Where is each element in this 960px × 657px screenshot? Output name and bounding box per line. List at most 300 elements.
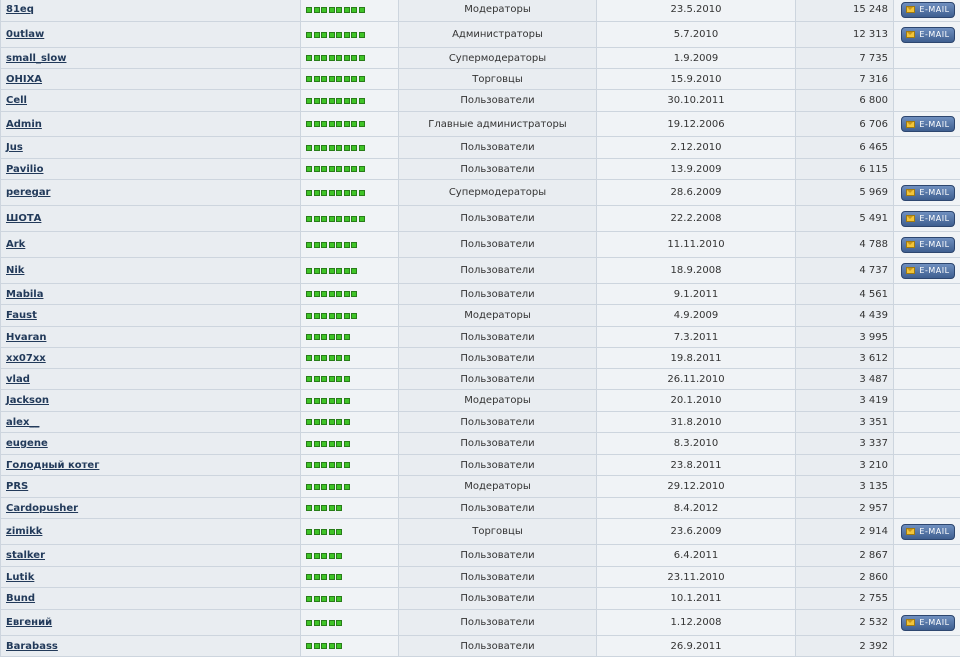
member-joined-date: 30.10.2011 (597, 90, 796, 112)
member-post-count: 2 957 (796, 498, 894, 519)
rank-pip-icon (321, 462, 327, 468)
member-email-cell (894, 455, 960, 476)
rank-pip-icon (344, 398, 350, 404)
rank-pips (306, 166, 393, 172)
rank-pip-icon (336, 574, 342, 580)
rank-pip-icon (314, 574, 320, 580)
member-name-link[interactable]: Jackson (6, 395, 49, 406)
member-name-cell (1, 258, 301, 284)
member-email-cell (894, 90, 960, 112)
member-name-cell (1, 369, 301, 390)
rank-pip-icon (321, 313, 327, 319)
member-rank-cell (301, 348, 399, 369)
rank-pip-icon (321, 334, 327, 340)
member-joined-date: 23.6.2009 (597, 519, 796, 545)
member-email-cell (894, 610, 960, 636)
member-row (1, 0, 960, 22)
email-button[interactable] (901, 211, 954, 227)
rank-pip-icon (321, 268, 327, 274)
member-email-cell (894, 159, 960, 180)
envelope-icon (906, 31, 915, 38)
rank-pip-icon (359, 166, 365, 172)
member-row (1, 305, 960, 327)
rank-pip-icon (306, 529, 312, 535)
member-name-link[interactable]: Cardopusher (6, 503, 78, 514)
rank-pip-icon (336, 313, 342, 319)
member-group: Пользователи (399, 90, 597, 112)
rank-pip-icon (359, 7, 365, 13)
rank-pip-icon (336, 355, 342, 361)
rank-pip-icon (314, 643, 320, 649)
rank-pip-icon (321, 242, 327, 248)
member-name-cell (1, 327, 301, 348)
rank-pip-icon (329, 376, 335, 382)
member-name-link[interactable]: Mabila (6, 289, 43, 300)
member-post-count: 2 755 (796, 588, 894, 610)
member-joined-date: 1.9.2009 (597, 48, 796, 69)
member-name-link[interactable]: Голодный котег (6, 460, 99, 471)
rank-pip-icon (329, 76, 335, 82)
member-joined-date: 23.11.2010 (597, 567, 796, 588)
member-row (1, 206, 960, 232)
member-post-count: 12 313 (796, 22, 894, 48)
member-name-link[interactable]: Ark (6, 239, 25, 250)
rank-pip-icon (344, 355, 350, 361)
member-email-cell (894, 48, 960, 69)
member-group: Пользователи (399, 327, 597, 348)
rank-pip-icon (321, 32, 327, 38)
rank-pip-icon (306, 98, 312, 104)
member-post-count: 2 532 (796, 610, 894, 636)
envelope-icon (906, 215, 915, 222)
member-joined-date: 22.2.2008 (597, 206, 796, 232)
member-name-cell (1, 567, 301, 588)
rank-pip-icon (336, 398, 342, 404)
rank-pip-icon (314, 529, 320, 535)
email-button[interactable] (901, 185, 954, 201)
member-name-cell (1, 498, 301, 519)
email-button[interactable] (901, 263, 954, 279)
member-post-count: 7 735 (796, 48, 894, 69)
rank-pip-icon (351, 242, 357, 248)
rank-pip-icon (329, 32, 335, 38)
rank-pips (306, 216, 393, 222)
rank-pip-icon (306, 145, 312, 151)
member-name-cell (1, 305, 301, 327)
rank-pip-icon (336, 334, 342, 340)
email-button-label: E-MAIL (919, 266, 949, 275)
rank-pip-icon (329, 7, 335, 13)
member-name-link[interactable]: eugene (6, 438, 48, 449)
rank-pip-icon (336, 268, 342, 274)
rank-pip-icon (314, 334, 320, 340)
email-button[interactable] (901, 615, 954, 631)
member-name-cell (1, 476, 301, 498)
member-row (1, 498, 960, 519)
member-name-link[interactable]: Jus (6, 142, 23, 153)
member-rank-cell (301, 588, 399, 610)
rank-pip-icon (321, 441, 327, 447)
member-email-cell (894, 369, 960, 390)
rank-pip-icon (351, 98, 357, 104)
member-name-link[interactable]: Lutik (6, 572, 34, 583)
member-group: Торговцы (399, 519, 597, 545)
rank-pip-icon (321, 419, 327, 425)
member-row (1, 390, 960, 412)
member-rank-cell (301, 112, 399, 137)
rank-pip-icon (306, 32, 312, 38)
member-name-link[interactable]: 0utlaw (6, 29, 44, 40)
member-row (1, 610, 960, 636)
rank-pip-icon (314, 398, 320, 404)
rank-pip-icon (344, 484, 350, 490)
rank-pip-icon (336, 242, 342, 248)
rank-pips (306, 462, 393, 468)
rank-pip-icon (306, 419, 312, 425)
member-email-cell (894, 545, 960, 567)
rank-pips (306, 190, 393, 196)
member-name-link[interactable]: Cell (6, 95, 27, 106)
rank-pip-icon (336, 484, 342, 490)
member-row (1, 412, 960, 433)
rank-pip-icon (329, 55, 335, 61)
member-group: Пользователи (399, 588, 597, 610)
rank-pip-icon (329, 643, 335, 649)
rank-pip-icon (344, 334, 350, 340)
rank-pip-icon (329, 268, 335, 274)
rank-pip-icon (321, 529, 327, 535)
rank-pip-icon (351, 190, 357, 196)
member-rank-cell (301, 159, 399, 180)
member-name-link[interactable]: alex__ (6, 417, 39, 428)
rank-pip-icon (351, 55, 357, 61)
member-post-count: 2 914 (796, 519, 894, 545)
member-post-count: 3 351 (796, 412, 894, 433)
member-group: Модераторы (399, 305, 597, 327)
member-name-cell (1, 0, 301, 22)
member-row (1, 258, 960, 284)
member-name-cell (1, 112, 301, 137)
member-email-cell (894, 498, 960, 519)
member-row (1, 48, 960, 69)
rank-pip-icon (336, 76, 342, 82)
rank-pips (306, 7, 393, 13)
member-post-count: 15 248 (796, 0, 894, 22)
rank-pip-icon (314, 268, 320, 274)
members-table-body (1, 0, 960, 657)
envelope-icon (906, 121, 915, 128)
member-joined-date: 8.4.2012 (597, 498, 796, 519)
rank-pip-icon (344, 462, 350, 468)
email-button-label: E-MAIL (919, 527, 949, 536)
member-joined-date: 11.11.2010 (597, 232, 796, 258)
member-name-link[interactable]: Admin (6, 119, 42, 130)
rank-pip-icon (336, 620, 342, 626)
rank-pip-icon (314, 462, 320, 468)
rank-pip-icon (321, 145, 327, 151)
rank-pip-icon (351, 7, 357, 13)
member-joined-date: 8.3.2010 (597, 433, 796, 455)
member-email-cell (894, 390, 960, 412)
rank-pip-icon (329, 398, 335, 404)
rank-pips (306, 484, 393, 490)
member-email-cell (894, 0, 960, 22)
member-post-count: 6 706 (796, 112, 894, 137)
member-email-cell (894, 636, 960, 657)
member-post-count: 3 995 (796, 327, 894, 348)
member-name-link[interactable]: Faust (6, 310, 37, 321)
rank-pip-icon (314, 419, 320, 425)
member-name-cell (1, 22, 301, 48)
rank-pips (306, 313, 393, 319)
member-name-link[interactable]: Евгений (6, 617, 52, 628)
member-rank-cell (301, 390, 399, 412)
email-button[interactable] (901, 2, 954, 18)
member-name-link[interactable]: ШОТА (6, 213, 41, 224)
rank-pip-icon (314, 620, 320, 626)
rank-pip-icon (306, 7, 312, 13)
rank-pips (306, 620, 393, 626)
rank-pip-icon (344, 242, 350, 248)
member-name-cell (1, 610, 301, 636)
member-post-count: 2 867 (796, 545, 894, 567)
rank-pip-icon (336, 55, 342, 61)
rank-pip-icon (344, 76, 350, 82)
rank-pip-icon (306, 620, 312, 626)
rank-pip-icon (359, 98, 365, 104)
rank-pip-icon (314, 98, 320, 104)
member-group: Пользователи (399, 567, 597, 588)
rank-pip-icon (344, 190, 350, 196)
rank-pip-icon (351, 121, 357, 127)
member-post-count: 6 115 (796, 159, 894, 180)
member-post-count: 7 316 (796, 69, 894, 90)
rank-pip-icon (329, 313, 335, 319)
email-button[interactable] (901, 237, 954, 253)
rank-pip-icon (344, 313, 350, 319)
member-rank-cell (301, 284, 399, 305)
rank-pips (306, 121, 393, 127)
member-name-link[interactable]: 81eq (6, 4, 34, 15)
member-name-cell (1, 588, 301, 610)
rank-pip-icon (306, 484, 312, 490)
rank-pip-icon (306, 76, 312, 82)
member-joined-date: 28.6.2009 (597, 180, 796, 206)
rank-pip-icon (336, 166, 342, 172)
member-name-link[interactable]: Barabass (6, 641, 58, 652)
rank-pip-icon (344, 121, 350, 127)
rank-pip-icon (336, 419, 342, 425)
member-name-cell (1, 206, 301, 232)
member-name-cell (1, 412, 301, 433)
rank-pip-icon (314, 484, 320, 490)
member-name-link[interactable]: small_slow (6, 53, 66, 64)
member-row (1, 636, 960, 657)
member-name-link[interactable]: Nik (6, 265, 24, 276)
rank-pip-icon (344, 145, 350, 151)
envelope-icon (906, 189, 915, 196)
rank-pip-icon (321, 7, 327, 13)
rank-pip-icon (329, 419, 335, 425)
member-group: Пользователи (399, 545, 597, 567)
member-rank-cell (301, 90, 399, 112)
member-email-cell (894, 519, 960, 545)
member-name-link[interactable]: zimikk (6, 526, 42, 537)
member-row (1, 69, 960, 90)
envelope-icon (906, 267, 915, 274)
member-row (1, 284, 960, 305)
member-name-link[interactable]: Hvaran (6, 332, 46, 343)
rank-pip-icon (321, 505, 327, 511)
member-rank-cell (301, 519, 399, 545)
member-group: Пользователи (399, 137, 597, 159)
member-email-cell (894, 433, 960, 455)
rank-pip-icon (314, 355, 320, 361)
rank-pip-icon (306, 574, 312, 580)
rank-pip-icon (344, 291, 350, 297)
rank-pip-icon (359, 190, 365, 196)
member-joined-date: 2.12.2010 (597, 137, 796, 159)
member-name-link[interactable]: vlad (6, 374, 30, 385)
member-group: Пользователи (399, 159, 597, 180)
member-joined-date: 13.9.2009 (597, 159, 796, 180)
member-joined-date: 19.12.2006 (597, 112, 796, 137)
rank-pip-icon (336, 291, 342, 297)
rank-pip-icon (344, 7, 350, 13)
email-button-label: E-MAIL (919, 5, 949, 14)
member-name-cell (1, 519, 301, 545)
member-name-cell (1, 159, 301, 180)
member-name-link[interactable]: xx07xx (6, 353, 46, 364)
member-group: Пользователи (399, 348, 597, 369)
member-rank-cell (301, 610, 399, 636)
member-post-count: 6 800 (796, 90, 894, 112)
rank-pips (306, 55, 393, 61)
member-post-count: 6 465 (796, 137, 894, 159)
rank-pip-icon (329, 441, 335, 447)
member-rank-cell (301, 567, 399, 588)
member-name-link[interactable]: peregar (6, 187, 51, 198)
rank-pip-icon (321, 76, 327, 82)
member-rank-cell (301, 433, 399, 455)
rank-pip-icon (344, 32, 350, 38)
rank-pip-icon (314, 121, 320, 127)
rank-pip-icon (336, 376, 342, 382)
rank-pip-icon (321, 553, 327, 559)
rank-pip-icon (329, 145, 335, 151)
rank-pip-icon (329, 242, 335, 248)
member-name-cell (1, 232, 301, 258)
member-email-cell (894, 348, 960, 369)
member-rank-cell (301, 412, 399, 433)
member-name-link[interactable]: Bund (6, 593, 35, 604)
email-button[interactable] (901, 27, 954, 43)
member-email-cell (894, 305, 960, 327)
member-joined-date: 10.1.2011 (597, 588, 796, 610)
rank-pip-icon (321, 620, 327, 626)
member-email-cell (894, 112, 960, 137)
member-group: Администраторы (399, 22, 597, 48)
rank-pip-icon (359, 145, 365, 151)
member-name-link[interactable]: OHIXA (6, 74, 42, 85)
member-joined-date: 7.3.2011 (597, 327, 796, 348)
member-group: Пользователи (399, 433, 597, 455)
rank-pip-icon (344, 98, 350, 104)
member-email-cell (894, 284, 960, 305)
member-post-count: 3 337 (796, 433, 894, 455)
rank-pip-icon (359, 55, 365, 61)
member-row (1, 588, 960, 610)
member-rank-cell (301, 369, 399, 390)
member-rank-cell (301, 455, 399, 476)
rank-pip-icon (306, 166, 312, 172)
member-email-cell (894, 69, 960, 90)
rank-pip-icon (329, 98, 335, 104)
rank-pip-icon (336, 7, 342, 13)
rank-pips (306, 32, 393, 38)
rank-pip-icon (314, 190, 320, 196)
rank-pip-icon (306, 55, 312, 61)
member-row (1, 327, 960, 348)
rank-pip-icon (329, 121, 335, 127)
member-group: Пользователи (399, 258, 597, 284)
rank-pip-icon (314, 441, 320, 447)
rank-pip-icon (336, 190, 342, 196)
rank-pip-icon (321, 484, 327, 490)
member-rank-cell (301, 22, 399, 48)
rank-pip-icon (336, 553, 342, 559)
member-name-link[interactable]: stalker (6, 550, 45, 561)
member-email-cell (894, 588, 960, 610)
rank-pip-icon (314, 505, 320, 511)
rank-pip-icon (321, 355, 327, 361)
member-row (1, 433, 960, 455)
rank-pips (306, 553, 393, 559)
rank-pip-icon (321, 574, 327, 580)
rank-pip-icon (329, 334, 335, 340)
member-email-cell (894, 258, 960, 284)
member-name-link[interactable]: PRS (6, 481, 28, 492)
member-post-count: 2 860 (796, 567, 894, 588)
rank-pip-icon (329, 553, 335, 559)
member-joined-date: 15.9.2010 (597, 69, 796, 90)
member-rank-cell (301, 180, 399, 206)
rank-pip-icon (306, 334, 312, 340)
rank-pip-icon (321, 291, 327, 297)
member-name-link[interactable]: Pavilio (6, 164, 43, 175)
rank-pip-icon (351, 291, 357, 297)
email-button[interactable] (901, 524, 954, 540)
member-row (1, 369, 960, 390)
email-button[interactable] (901, 116, 954, 132)
rank-pip-icon (321, 121, 327, 127)
rank-pips (306, 291, 393, 297)
rank-pips (306, 574, 393, 580)
rank-pip-icon (306, 596, 312, 602)
member-joined-date: 26.11.2010 (597, 369, 796, 390)
member-group: Супермодераторы (399, 48, 597, 69)
email-button-label: E-MAIL (919, 120, 949, 129)
rank-pip-icon (336, 441, 342, 447)
rank-pip-icon (306, 441, 312, 447)
envelope-icon (906, 6, 915, 13)
rank-pip-icon (351, 216, 357, 222)
rank-pip-icon (314, 242, 320, 248)
rank-pip-icon (359, 121, 365, 127)
member-rank-cell (301, 232, 399, 258)
rank-pip-icon (329, 620, 335, 626)
member-group: Пользователи (399, 284, 597, 305)
